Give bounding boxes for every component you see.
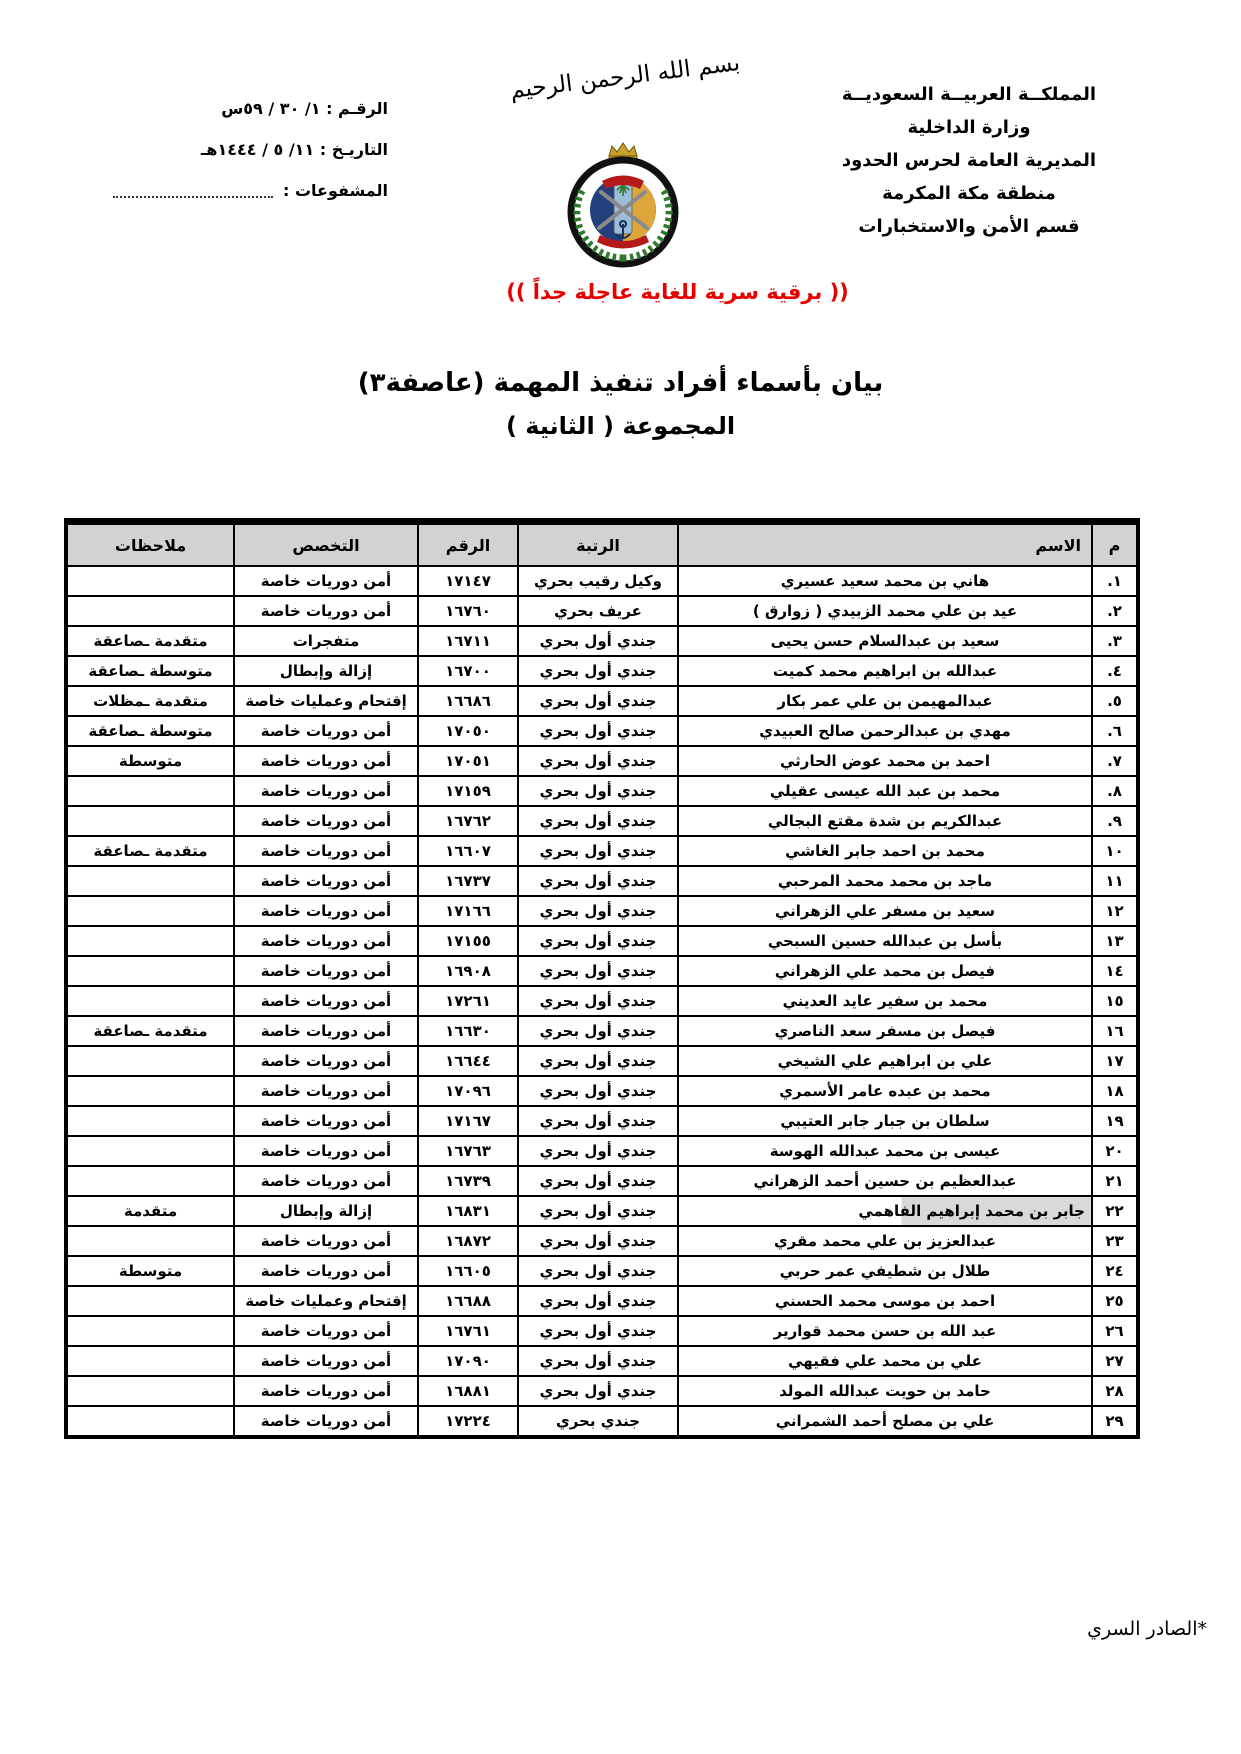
index-cell: ٢٠ bbox=[1092, 1136, 1138, 1166]
rank-cell: جندي أول بحري bbox=[518, 1196, 678, 1226]
rank-cell: جندي أول بحري bbox=[518, 626, 678, 656]
number-cell: ١٦٦٣٠ bbox=[418, 1016, 518, 1046]
name-cell: عبدالمهيمن بن علي عمر بكار bbox=[678, 686, 1092, 716]
table-row bbox=[66, 626, 1138, 656]
rank-cell: جندي أول بحري bbox=[518, 746, 678, 776]
roster-table-body bbox=[66, 566, 1138, 1437]
letterhead-left bbox=[88, 88, 388, 211]
table-row bbox=[66, 1376, 1138, 1406]
notes-cell bbox=[66, 896, 234, 926]
table-row bbox=[66, 1316, 1138, 1346]
name-cell: احمد بن موسى محمد الحسني bbox=[678, 1286, 1092, 1316]
specialty-cell: أمن دوريات خاصة bbox=[234, 1316, 418, 1346]
number-cell: ١٧٠٩٠ bbox=[418, 1346, 518, 1376]
notes-cell bbox=[66, 1046, 234, 1076]
notes-cell bbox=[66, 776, 234, 806]
notes-cell: متوسطة ـصاعقة bbox=[66, 656, 234, 686]
notes-cell bbox=[66, 986, 234, 1016]
number-cell: ١٦٦٠٧ bbox=[418, 836, 518, 866]
number-cell: ١٦٧٣٩ bbox=[418, 1166, 518, 1196]
table-row bbox=[66, 656, 1138, 686]
document-number: الرقـم : ١/ ٣٠ / ٥٩س bbox=[221, 99, 388, 118]
rank-cell: جندي أول بحري bbox=[518, 986, 678, 1016]
name-cell: مهدي بن عبدالرحمن صالح العبيدي bbox=[678, 716, 1092, 746]
specialty-cell: أمن دوريات خاصة bbox=[234, 806, 418, 836]
number-cell: ١٧٠٥٠ bbox=[418, 716, 518, 746]
name-cell: محمد بن سفير عايد العديني bbox=[678, 986, 1092, 1016]
rank-cell: جندي أول بحري bbox=[518, 866, 678, 896]
specialty-cell: أمن دوريات خاصة bbox=[234, 1016, 418, 1046]
notes-cell bbox=[66, 1136, 234, 1166]
specialty-cell: أمن دوريات خاصة bbox=[234, 1226, 418, 1256]
number-cell: ١٦٨٣١ bbox=[418, 1196, 518, 1226]
index-cell: ١٤ bbox=[1092, 956, 1138, 986]
specialty-cell: أمن دوريات خاصة bbox=[234, 896, 418, 926]
specialty-cell: أمن دوريات خاصة bbox=[234, 1106, 418, 1136]
name-cell: احمد بن محمد عوض الحارثي bbox=[678, 746, 1092, 776]
header-specialty: التخصص bbox=[234, 522, 418, 567]
table-row bbox=[66, 1076, 1138, 1106]
specialty-cell: أمن دوريات خاصة bbox=[234, 716, 418, 746]
specialty-cell: أمن دوريات خاصة bbox=[234, 1076, 418, 1106]
table-row bbox=[66, 1226, 1138, 1256]
specialty-cell: أمن دوريات خاصة bbox=[234, 986, 418, 1016]
bismillah-calligraphy: بسم الله الرحمن الرحيم bbox=[508, 50, 742, 104]
specialty-cell: أمن دوريات خاصة bbox=[234, 836, 418, 866]
index-cell: ٦. bbox=[1092, 716, 1138, 746]
index-cell: ١٧ bbox=[1092, 1046, 1138, 1076]
number-cell: ١٦٨٨١ bbox=[418, 1376, 518, 1406]
attachments-dotted-line bbox=[113, 186, 273, 198]
notes-cell bbox=[66, 566, 234, 596]
index-cell: ٨. bbox=[1092, 776, 1138, 806]
rank-cell: جندي أول بحري bbox=[518, 1106, 678, 1136]
table-row bbox=[66, 1106, 1138, 1136]
number-cell: ١٦٧٦٠ bbox=[418, 596, 518, 626]
index-cell: ١٩ bbox=[1092, 1106, 1138, 1136]
letterhead-region: منطقة مكة المكرمة bbox=[882, 183, 1056, 204]
notes-cell: متوسطة bbox=[66, 746, 234, 776]
specialty-cell: إقتحام وعمليات خاصة bbox=[234, 1286, 418, 1316]
header-name: الاسم bbox=[678, 522, 1092, 567]
name-cell: عبدالله بن ابراهيم محمد كميت bbox=[678, 656, 1092, 686]
table-row bbox=[66, 716, 1138, 746]
number-cell: ١٦٦٨٨ bbox=[418, 1286, 518, 1316]
header-rank: الرتبة bbox=[518, 522, 678, 567]
notes-cell bbox=[66, 1076, 234, 1106]
table-row bbox=[66, 836, 1138, 866]
index-cell: ٩. bbox=[1092, 806, 1138, 836]
index-cell: ١٢ bbox=[1092, 896, 1138, 926]
number-cell: ١٦٧٦٣ bbox=[418, 1136, 518, 1166]
rank-cell: عريف بحري bbox=[518, 596, 678, 626]
rank-cell: جندي أول بحري bbox=[518, 1286, 678, 1316]
number-cell: ١٧١٦٦ bbox=[418, 896, 518, 926]
attachments-label: المشفوعات : bbox=[282, 181, 388, 200]
number-cell: ١٧٢٦١ bbox=[418, 986, 518, 1016]
secrecy-banner: (( برقية سرية للغاية عاجلة جداً )) bbox=[506, 280, 849, 304]
specialty-cell: أمن دوريات خاصة bbox=[234, 926, 418, 956]
index-cell: ٢٤ bbox=[1092, 1256, 1138, 1286]
specialty-cell: أمن دوريات خاصة bbox=[234, 1166, 418, 1196]
name-cell: بأسل بن عبدالله حسين السبحي bbox=[678, 926, 1092, 956]
name-cell: ماجد بن محمد محمد المرحبي bbox=[678, 866, 1092, 896]
table-row bbox=[66, 806, 1138, 836]
rank-cell: جندي أول بحري bbox=[518, 1346, 678, 1376]
name-cell: عيد بن علي محمد الزبيدي ( زوارق ) bbox=[678, 596, 1092, 626]
number-cell: ١٧٠٥١ bbox=[418, 746, 518, 776]
notes-cell bbox=[66, 1226, 234, 1256]
table-row bbox=[66, 1256, 1138, 1286]
table-row bbox=[66, 866, 1138, 896]
index-cell: ١٣ bbox=[1092, 926, 1138, 956]
table-row bbox=[66, 986, 1138, 1016]
roster-table bbox=[64, 518, 1140, 1439]
border-guard-emblem-icon bbox=[564, 140, 682, 268]
name-cell: علي بن محمد علي فقيهي bbox=[678, 1346, 1092, 1376]
number-cell: ١٧٢٢٤ bbox=[418, 1406, 518, 1437]
document-date: التاريـخ : ١١/ ٥ / ١٤٤٤هـ bbox=[200, 140, 388, 159]
number-cell: ١٧١٥٩ bbox=[418, 776, 518, 806]
header-number: الرقم bbox=[418, 522, 518, 567]
letterhead-right bbox=[769, 78, 1169, 243]
attachments-line bbox=[88, 170, 388, 211]
specialty-cell: أمن دوريات خاصة bbox=[234, 776, 418, 806]
name-cell: هاني بن محمد سعيد عسيري bbox=[678, 566, 1092, 596]
specialty-cell: أمن دوريات خاصة bbox=[234, 1406, 418, 1437]
letterhead-directorate: المديرية العامة لحرس الحدود bbox=[841, 150, 1097, 171]
letterhead-department: قسم الأمن والاستخبارات bbox=[858, 216, 1080, 237]
rank-cell: جندي أول بحري bbox=[518, 1256, 678, 1286]
notes-cell: متوسطة bbox=[66, 1256, 234, 1286]
table-row bbox=[66, 1136, 1138, 1166]
index-cell: ٢١ bbox=[1092, 1166, 1138, 1196]
rank-cell: جندي أول بحري bbox=[518, 1046, 678, 1076]
index-cell: ١١ bbox=[1092, 866, 1138, 896]
rank-cell: جندي أول بحري bbox=[518, 836, 678, 866]
index-cell: ١٨ bbox=[1092, 1076, 1138, 1106]
table-row bbox=[66, 1406, 1138, 1437]
name-cell: سعيد بن عبدالسلام حسن يحيى bbox=[678, 626, 1092, 656]
name-cell: سعيد بن مسفر علي الزهراني bbox=[678, 896, 1092, 926]
name-cell: فيصل بن محمد علي الزهراني bbox=[678, 956, 1092, 986]
rank-cell: جندي أول بحري bbox=[518, 1376, 678, 1406]
index-cell: ٢٦ bbox=[1092, 1316, 1138, 1346]
rank-cell: جندي أول بحري bbox=[518, 1076, 678, 1106]
index-cell: ١. bbox=[1092, 566, 1138, 596]
rank-cell: جندي أول بحري bbox=[518, 956, 678, 986]
table-header-row bbox=[66, 522, 1138, 567]
table-row bbox=[66, 956, 1138, 986]
notes-cell bbox=[66, 806, 234, 836]
number-cell: ١٦٧٣٧ bbox=[418, 866, 518, 896]
name-cell: فيصل بن مسفر سعد الناصري bbox=[678, 1016, 1092, 1046]
name-cell: سلطان بن جبار جابر العتيبي bbox=[678, 1106, 1092, 1136]
rank-cell: جندي أول بحري bbox=[518, 806, 678, 836]
number-cell: ١٦٦٤٤ bbox=[418, 1046, 518, 1076]
specialty-cell: أمن دوريات خاصة bbox=[234, 956, 418, 986]
rank-cell: جندي أول بحري bbox=[518, 896, 678, 926]
header-index: م bbox=[1092, 522, 1138, 567]
number-cell: ١٧١٦٧ bbox=[418, 1106, 518, 1136]
specialty-cell: أمن دوريات خاصة bbox=[234, 1376, 418, 1406]
number-cell: ١٦٨٧٢ bbox=[418, 1226, 518, 1256]
rank-cell: جندي أول بحري bbox=[518, 1316, 678, 1346]
notes-cell bbox=[66, 866, 234, 896]
specialty-cell: إزالة وإبطال bbox=[234, 1196, 418, 1226]
table-row bbox=[66, 1196, 1138, 1226]
name-cell: محمد بن احمد جابر الغاشي bbox=[678, 836, 1092, 866]
rank-cell: جندي أول بحري bbox=[518, 656, 678, 686]
specialty-cell: أمن دوريات خاصة bbox=[234, 1136, 418, 1166]
notes-cell bbox=[66, 1406, 234, 1437]
rank-cell: جندي أول بحري bbox=[518, 1136, 678, 1166]
index-cell: ٤. bbox=[1092, 656, 1138, 686]
notes-cell: متقدمة ـصاعقة bbox=[66, 1016, 234, 1046]
index-cell: ٢٩ bbox=[1092, 1406, 1138, 1437]
letterhead-ministry: وزارة الداخلية bbox=[907, 117, 1031, 138]
name-cell: حامد بن حويت عبدالله المولد bbox=[678, 1376, 1092, 1406]
rank-cell: جندي أول بحري bbox=[518, 1166, 678, 1196]
specialty-cell: أمن دوريات خاصة bbox=[234, 566, 418, 596]
number-cell: ١٦٧٦١ bbox=[418, 1316, 518, 1346]
rank-cell: جندي أول بحري bbox=[518, 1226, 678, 1256]
table-row bbox=[66, 746, 1138, 776]
notes-cell: متوسطة ـصاعقة bbox=[66, 716, 234, 746]
index-cell: ٢٧ bbox=[1092, 1346, 1138, 1376]
name-cell: جابر بن محمد إبراهيم الفاهمي bbox=[678, 1196, 1092, 1226]
table-row bbox=[66, 686, 1138, 716]
table-row bbox=[66, 1016, 1138, 1046]
table-row bbox=[66, 1286, 1138, 1316]
number-cell: ١٦٧٦٢ bbox=[418, 806, 518, 836]
notes-cell bbox=[66, 926, 234, 956]
page-title: بيان بأسماء أفراد تنفيذ المهمة (عاصفة٣) bbox=[357, 368, 884, 398]
index-cell: ٥. bbox=[1092, 686, 1138, 716]
name-cell: علي بن مصلح أحمد الشمراني bbox=[678, 1406, 1092, 1437]
specialty-cell: أمن دوريات خاصة bbox=[234, 1046, 418, 1076]
notes-cell: متقدمة ـمظلات bbox=[66, 686, 234, 716]
specialty-cell: متفجرات bbox=[234, 626, 418, 656]
index-cell: ١٠ bbox=[1092, 836, 1138, 866]
index-cell: ١٦ bbox=[1092, 1016, 1138, 1046]
specialty-cell: أمن دوريات خاصة bbox=[234, 1256, 418, 1286]
name-cell: عبدالكريم بن شدة مقتع البجالي bbox=[678, 806, 1092, 836]
index-cell: ٣. bbox=[1092, 626, 1138, 656]
rank-cell: جندي أول بحري bbox=[518, 1016, 678, 1046]
table-row bbox=[66, 896, 1138, 926]
number-cell: ١٦٦٨٦ bbox=[418, 686, 518, 716]
name-cell: علي بن ابراهيم علي الشيخي bbox=[678, 1046, 1092, 1076]
number-cell: ١٧١٤٧ bbox=[418, 566, 518, 596]
notes-cell: متقدمة bbox=[66, 1196, 234, 1226]
index-cell: ٧. bbox=[1092, 746, 1138, 776]
rank-cell: وكيل رقيب بحري bbox=[518, 566, 678, 596]
table-row bbox=[66, 1046, 1138, 1076]
name-cell: طلال بن شطيفي عمر حربي bbox=[678, 1256, 1092, 1286]
number-cell: ١٦٧٠٠ bbox=[418, 656, 518, 686]
rank-cell: جندي أول بحري bbox=[518, 716, 678, 746]
index-cell: ٢٥ bbox=[1092, 1286, 1138, 1316]
header-notes: ملاحظات bbox=[66, 522, 234, 567]
index-cell: ٢٨ bbox=[1092, 1376, 1138, 1406]
specialty-cell: أمن دوريات خاصة bbox=[234, 746, 418, 776]
rank-cell: جندي أول بحري bbox=[518, 926, 678, 956]
table-row bbox=[66, 776, 1138, 806]
name-cell: عبدالعظيم بن حسين أحمد الزهراني bbox=[678, 1166, 1092, 1196]
specialty-cell: أمن دوريات خاصة bbox=[234, 596, 418, 626]
number-cell: ١٦٧١١ bbox=[418, 626, 518, 656]
table-row bbox=[66, 1346, 1138, 1376]
number-cell: ١٦٦٠٥ bbox=[418, 1256, 518, 1286]
page-subtitle: المجموعة ( الثانية ) bbox=[505, 412, 736, 440]
notes-cell bbox=[66, 956, 234, 986]
footer-note: *الصادر السري bbox=[1087, 1618, 1207, 1640]
letterhead-country: المملكــة العربيــة السعوديــة bbox=[841, 84, 1097, 105]
index-cell: ٢٣ bbox=[1092, 1226, 1138, 1256]
specialty-cell: إزالة وإبطال bbox=[234, 656, 418, 686]
rank-cell: جندي بحري bbox=[518, 1406, 678, 1437]
name-cell: عيسى بن محمد عبدالله الهوسة bbox=[678, 1136, 1092, 1166]
name-cell: محمد بن عبده عامر الأسمري bbox=[678, 1076, 1092, 1106]
notes-cell: متقدمة ـصاعقة bbox=[66, 836, 234, 866]
notes-cell bbox=[66, 1346, 234, 1376]
table-row bbox=[66, 596, 1138, 626]
number-cell: ١٧٠٩٦ bbox=[418, 1076, 518, 1106]
notes-cell bbox=[66, 1316, 234, 1346]
notes-cell: متقدمة ـصاعقة bbox=[66, 626, 234, 656]
notes-cell bbox=[66, 1106, 234, 1136]
notes-cell bbox=[66, 1166, 234, 1196]
specialty-cell: أمن دوريات خاصة bbox=[234, 866, 418, 896]
name-cell: محمد بن عبد الله عيسى عقيلي bbox=[678, 776, 1092, 806]
index-cell: ١٥ bbox=[1092, 986, 1138, 1016]
number-cell: ١٦٩٠٨ bbox=[418, 956, 518, 986]
index-cell: ٢٢ bbox=[1092, 1196, 1138, 1226]
name-cell: عبد الله بن حسن محمد قوارير bbox=[678, 1316, 1092, 1346]
notes-cell bbox=[66, 1286, 234, 1316]
table-row bbox=[66, 1166, 1138, 1196]
notes-cell bbox=[66, 1376, 234, 1406]
rank-cell: جندي أول بحري bbox=[518, 776, 678, 806]
table-row bbox=[66, 566, 1138, 596]
notes-cell bbox=[66, 596, 234, 626]
index-cell: ٢. bbox=[1092, 596, 1138, 626]
table-row bbox=[66, 926, 1138, 956]
number-cell: ١٧١٥٥ bbox=[418, 926, 518, 956]
name-cell: عبدالعزيز بن علي محمد مقري bbox=[678, 1226, 1092, 1256]
roster-table-container bbox=[64, 518, 1140, 1439]
specialty-cell: إقتحام وعمليات خاصة bbox=[234, 686, 418, 716]
rank-cell: جندي أول بحري bbox=[518, 686, 678, 716]
specialty-cell: أمن دوريات خاصة bbox=[234, 1346, 418, 1376]
